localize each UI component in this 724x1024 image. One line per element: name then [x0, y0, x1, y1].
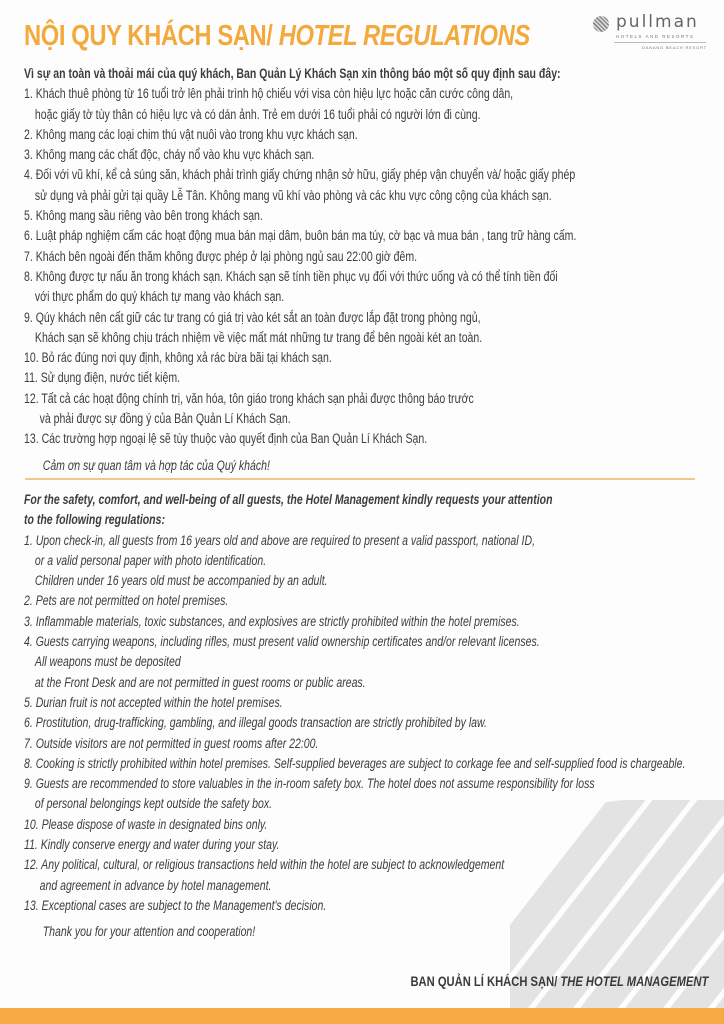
pullman-logo: [590, 12, 710, 52]
signature-vietnamese: BAN QUẢN LÍ KHÁCH SẠN/: [410, 973, 561, 989]
vi-rule-4: 4. Đối với vũ khí, kể cả súng săn, khách phải trình giấy chứng nhận sở hữu, giấy phép vận chuyển và/ hoặc giấy phép: [24, 167, 576, 183]
vi-rule-6: 6. Luật pháp nghiệm cấm các hoạt động mua bán mại dâm, buôn bán ma túy, cờ bạc và mua bán , tang trữ hàng cấm.: [24, 228, 577, 244]
vi-rule-1-cont: hoặc giấy tờ tùy thân có hiệu lực và có dán ảnh. Trẻ em dưới 16 tuổi phải có người lớn đi cùng.: [34, 106, 481, 122]
en-rule-4-cont: All weapons must be deposited: [34, 654, 181, 670]
vi-rule-9: 9. Qúy khách nên cất giữ các tư trang có giá trị vào két sắt an toàn được lắp đặt trong phòng ngủ,: [24, 309, 481, 325]
en-rule-9-cont: of personal belongings kept outside the safety box.: [34, 796, 273, 812]
vi-rule-11: 11. Sử dụng điện, nước tiết kiệm.: [24, 370, 181, 386]
en-rule-9: 9. Guests are recommended to store valuables in the in-room safety box. The hotel does not assume responsibility for loss: [24, 776, 595, 792]
vi-rule-7: 7. Khách bên ngoài đến thăm không được phép ở lại phòng ngủ sau 22:00 giờ đêm.: [24, 248, 418, 264]
logo-divider: [614, 42, 706, 43]
en-rule-12-cont: and agreement in advance by hotel management.: [39, 877, 272, 893]
en-rule-11: 11. Kindly conserve energy and water during your stay.: [24, 837, 280, 853]
logo-brand: pullman: [616, 12, 699, 32]
en-rule-13: 13. Exceptional cases are subject to the Management's decision.: [24, 897, 327, 913]
en-thanks: Thank you for your attention and cooperation!: [42, 924, 256, 940]
en-rule-6: 6. Prostitution, drug-trafficking, gambling, and illegal goods transaction are strictly prohibited by law.: [24, 715, 487, 731]
vi-thanks: Cảm ơn sự quan tâm và hợp tác của Quý khách!: [42, 457, 270, 473]
pullman-globe-icon: [593, 16, 609, 32]
en-rule-2: 2. Pets are not permitted on hotel premises.: [24, 593, 229, 609]
en-rule-1: 1. Upon check-in, all guests from 16 years old and above are required to present a valid passport, national ID,: [24, 532, 535, 548]
en-rule-10: 10. Please dispose of waste in designated bins only.: [24, 816, 268, 832]
en-rule-4-cont2: at the Front Desk and are not permitted in guest rooms or public areas.: [34, 674, 366, 690]
en-rule-4: 4. Guests carrying weapons, including rifles, must present valid ownership certificates and/or relevant licenses.: [24, 634, 540, 650]
vi-rule-12: 12. Tất cả các hoạt động chính trị, văn hóa, tôn giáo trong khách sạn phải được thông báo trước: [24, 390, 474, 406]
en-rule-8: 8. Cooking is strictly prohibited within hotel premises. Self-supplied beverages are subject to corkage fee and self-supplied food is chargeable.: [24, 755, 686, 771]
bottom-accent-bar: [0, 1008, 724, 1024]
vi-rule-1: 1. Khách thuê phòng từ 16 tuổi trở lên phải trình hộ chiếu với visa còn hiệu lực hoặc căn cước công dân,: [24, 86, 514, 102]
page-title: [24, 20, 530, 53]
en-intro-cont: to the following regulations:: [24, 512, 165, 528]
en-intro: For the safety, comfort, and well-being of all guests, the Hotel Management kindly requests your attention: [24, 492, 553, 507]
en-rule-3: 3. Inflammable materials, toxic substances, and explosives are strictly prohibited within the hotel premises.: [24, 613, 520, 629]
vi-rule-3: 3. Không mang các chất độc, cháy nổ vào khu vực khách sạn.: [24, 147, 315, 163]
vi-rule-13: 13. Các trường hợp ngoại lệ sẽ tùy thuộc vào quyết định của Ban Quản Lí Khách Sạn.: [24, 431, 428, 447]
vi-rule-12-cont: và phải được sự đồng ý của Bản Quản Lí Khách Sạn.: [39, 411, 291, 427]
en-rule-7: 7. Outside visitors are not permitted in guest rooms after 22:00.: [24, 735, 319, 751]
vi-rule-8-cont: với thực phẩm do quý khách tự mang vào khách sạn.: [34, 289, 285, 305]
vi-rule-8: 8. Không được tự nấu ăn trong khách sạn. Khách sạn sẽ tính tiền phục vụ đối với thức uống và có thể tính tiền đối: [24, 268, 558, 284]
en-rule-1-cont2: Children under 16 years old must be accompanied by an adult.: [34, 573, 328, 589]
vietnamese-regulations: [24, 64, 576, 476]
vi-intro: Vì sự an toàn và thoải mái của quý khách, Ban Quản Lý Khách Sạn xin thông báo một số quy định sau đây:: [24, 66, 561, 81]
section-divider: [25, 478, 695, 480]
title-vietnamese: NỘI QUY KHÁCH SẠN/: [24, 20, 279, 52]
en-rule-1-cont: or a valid personal paper with photo identification.: [34, 552, 267, 568]
english-regulations: [24, 490, 685, 943]
vi-rule-10: 10. Bỏ rác đúng nơi quy định, không xả rác bừa bãi tại khách sạn.: [24, 350, 332, 366]
vi-rule-9-cont: Khách sạn sẽ không chịu trách nhiệm về việc mất mát những tư trang để bên ngoài két an toàn.: [34, 329, 483, 345]
title-english: HOTEL REGULATIONS: [278, 20, 530, 52]
en-rule-5: 5. Durian fruit is not accepted within the hotel premises.: [24, 694, 283, 710]
en-rule-12: 12. Any political, cultural, or religious transactions held within the hotel are subject to acknowledgement: [24, 857, 505, 873]
vi-rule-2: 2. Không mang các loại chim thú vật nuôi vào trong khu vực khách sạn.: [24, 126, 358, 142]
vi-rule-4-cont: sử dụng và phải gửi tại quầy Lễ Tân. Không mang vũ khí vào phòng và các khu vực công cộng của khách sạn.: [34, 187, 552, 203]
logo-location: DANANG BEACH RESORT: [642, 45, 707, 50]
vi-rule-5: 5. Không mang sầu riêng vào bên trong khách sạn.: [24, 208, 263, 224]
signature-english: THE HOTEL MANAGEMENT: [560, 973, 708, 989]
management-signature: [410, 973, 708, 989]
logo-subtitle: HOTELS AND RESORTS: [616, 34, 695, 39]
